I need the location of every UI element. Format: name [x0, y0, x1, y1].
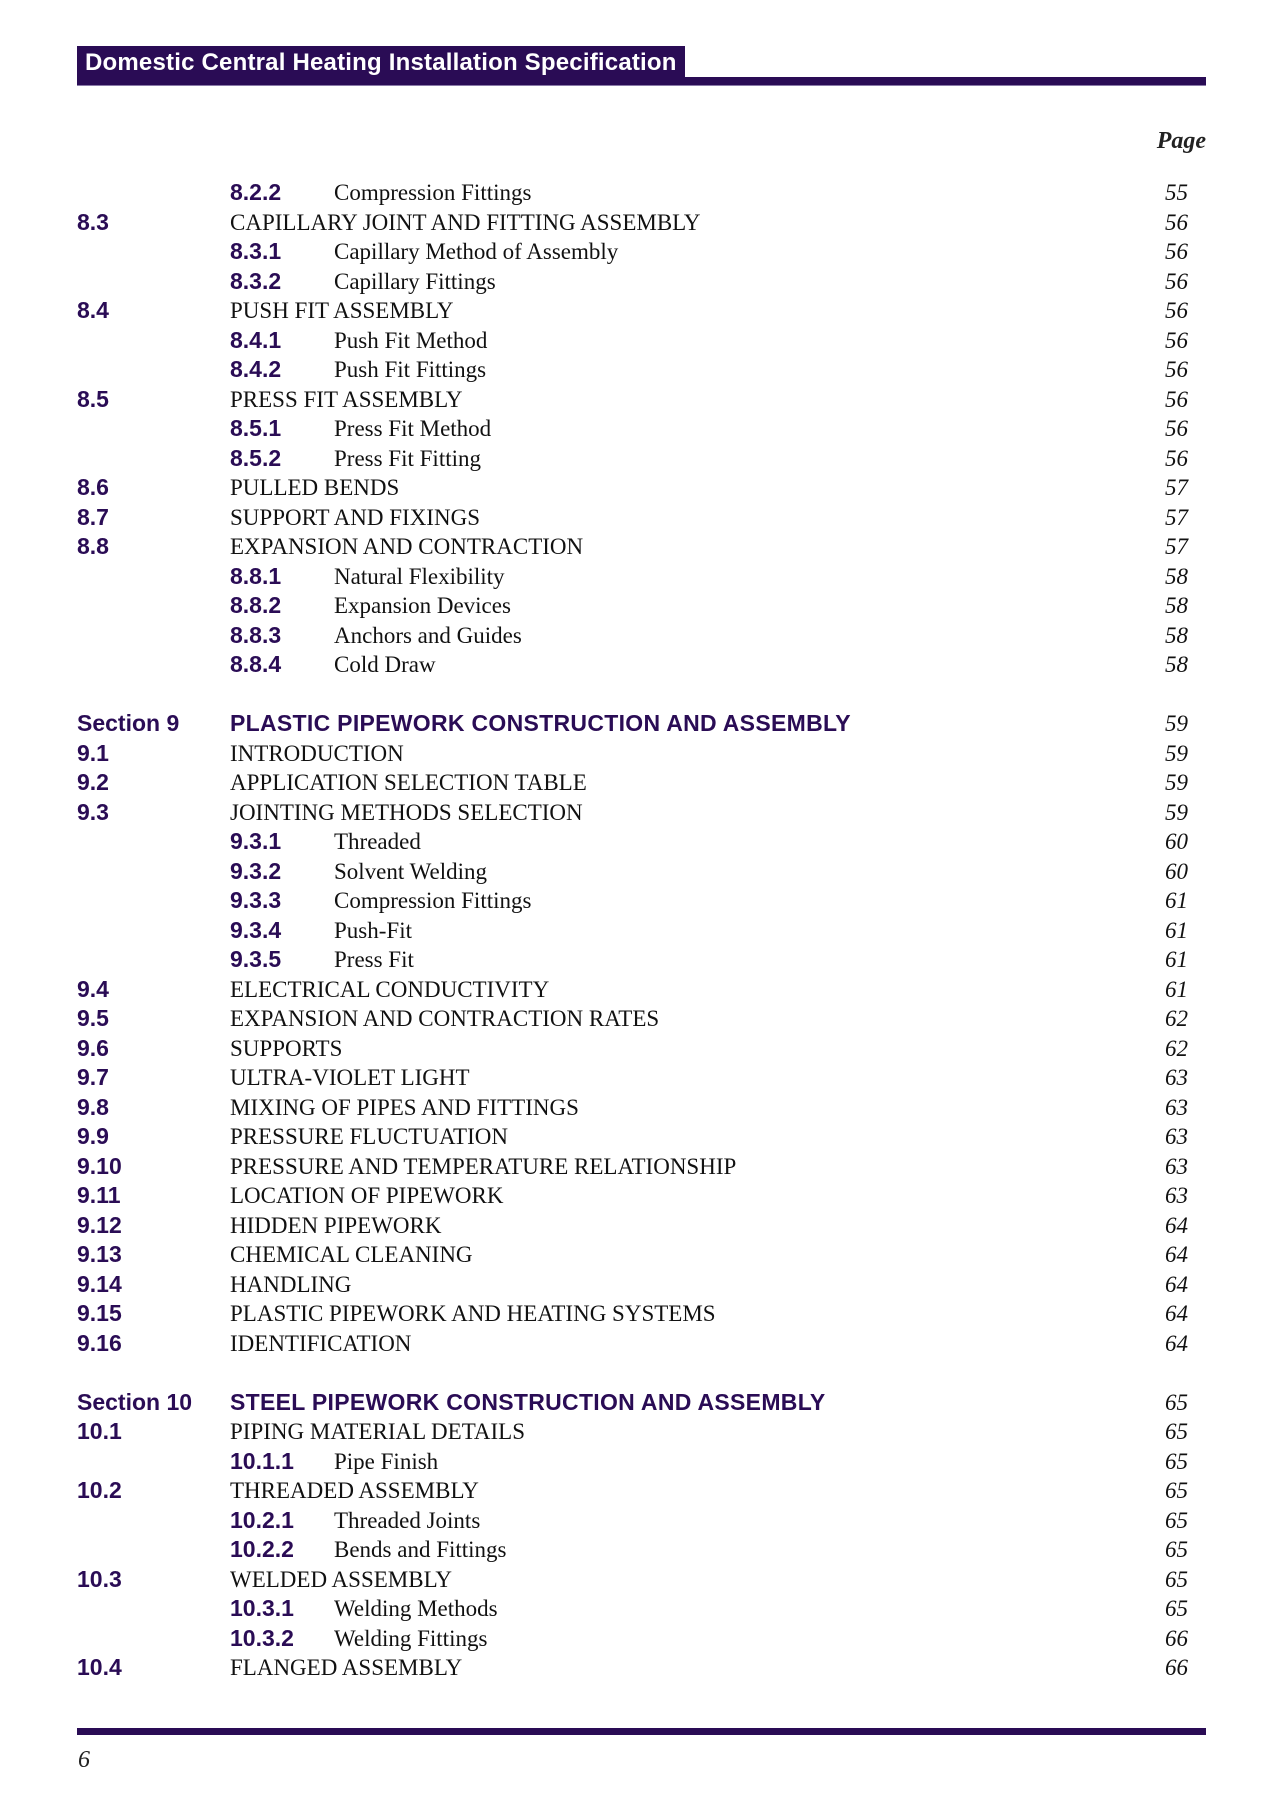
entry-page: 56 — [1165, 268, 1188, 294]
entry-page: 65 — [1165, 1507, 1188, 1533]
toc-entry[interactable] — [77, 768, 1188, 798]
entry-page: 56 — [1165, 298, 1188, 323]
entry-page: 56 — [1165, 209, 1188, 235]
page-header — [77, 46, 1206, 85]
entry-page: 60 — [1165, 858, 1188, 884]
entry-number: 8.4 — [77, 297, 109, 323]
entry-title: Anchors and Guides — [334, 622, 522, 648]
entry-page: 63 — [1165, 1124, 1188, 1149]
entry-title: PRESSURE FLUCTUATION — [230, 1124, 508, 1149]
toc-entry[interactable] — [77, 1506, 1188, 1536]
entry-number: 9.3.4 — [230, 916, 282, 943]
spacer — [77, 680, 1188, 710]
toc-entry[interactable] — [77, 886, 1188, 916]
entry-number: 8.4.1 — [230, 326, 282, 353]
entry-title: Compression Fittings — [334, 888, 532, 913]
entry-title: Threaded Joints — [334, 1507, 481, 1533]
entry-title: Pipe Finish — [334, 1448, 439, 1474]
spacer — [77, 1358, 1188, 1388]
toc-entry[interactable] — [77, 591, 1188, 621]
toc-section-heading[interactable] — [77, 709, 1188, 739]
toc-entry[interactable] — [77, 355, 1188, 385]
entry-page: 56 — [1165, 239, 1188, 264]
toc-entry[interactable] — [77, 473, 1188, 503]
entry-title: THREADED ASSEMBLY — [230, 1478, 479, 1503]
entry-number: 9.14 — [77, 1270, 122, 1297]
entry-title: Threaded — [334, 829, 421, 854]
entry-number: 8.8 — [77, 533, 109, 559]
entry-title: JOINTING METHODS SELECTION — [230, 799, 583, 825]
footer-rule — [77, 1728, 1206, 1735]
entry-page: 66 — [1165, 1625, 1188, 1651]
toc-entry[interactable] — [77, 1270, 1188, 1300]
entry-number: 10.3.1 — [230, 1595, 294, 1621]
entry-number: 9.6 — [77, 1034, 109, 1061]
toc-entry[interactable] — [77, 444, 1188, 474]
entry-title: Solvent Welding — [334, 858, 487, 884]
entry-page: 57 — [1165, 504, 1188, 530]
toc-entry[interactable] — [77, 916, 1188, 946]
toc-entry[interactable] — [77, 945, 1188, 975]
entry-title: ELECTRICAL CONDUCTIVITY — [230, 976, 550, 1002]
entry-page: 63 — [1165, 1065, 1188, 1090]
entry-number: 10.3.2 — [230, 1624, 294, 1651]
entry-title: Press Fit Fitting — [334, 445, 481, 471]
toc-entry[interactable] — [77, 532, 1188, 562]
entry-page: 56 — [1165, 357, 1188, 382]
entry-title: HIDDEN PIPEWORK — [230, 1212, 442, 1238]
entry-number: 9.3.2 — [230, 857, 282, 884]
entry-title: Push Fit Fittings — [334, 357, 487, 382]
entry-title: Bends and Fittings — [334, 1537, 507, 1562]
toc-entry[interactable] — [77, 1152, 1188, 1182]
toc-entry[interactable] — [77, 1417, 1188, 1447]
toc-entry[interactable] — [77, 267, 1188, 297]
document-title: Domestic Central Heating Installation Specification — [77, 46, 685, 80]
toc-entry[interactable] — [77, 503, 1188, 533]
entry-number: 8.8.3 — [230, 621, 282, 648]
entry-number: 8.8.2 — [230, 592, 282, 618]
entry-title: Welding Methods — [334, 1596, 498, 1621]
entry-page: 64 — [1165, 1242, 1188, 1267]
entry-number: 8.3 — [77, 208, 109, 235]
entry-number: 10.2.1 — [230, 1506, 294, 1533]
toc-entry[interactable] — [77, 621, 1188, 651]
entry-page: 60 — [1165, 829, 1188, 854]
entry-page: 61 — [1165, 917, 1188, 943]
entry-page: 62 — [1165, 1035, 1188, 1061]
entry-number: 8.3.2 — [230, 267, 282, 294]
entry-title: CHEMICAL CLEANING — [230, 1242, 473, 1267]
entry-title: Capillary Method of Assembly — [334, 239, 619, 264]
entry-title: CAPILLARY JOINT AND FITTING ASSEMBLY — [230, 209, 701, 235]
entry-number: 8.4.2 — [230, 356, 282, 382]
entry-page: 58 — [1165, 563, 1188, 589]
entry-title: Welding Fittings — [334, 1625, 488, 1651]
entry-number: 8.6 — [77, 474, 109, 500]
entry-title: SUPPORTS — [230, 1035, 343, 1061]
entry-page: 65 — [1165, 1566, 1188, 1592]
entry-number: 9.2 — [77, 769, 109, 795]
entry-number: 10.4 — [77, 1654, 122, 1680]
entry-page: 58 — [1165, 622, 1188, 648]
page-column-label: Page — [1156, 128, 1206, 154]
entry-title: PLASTIC PIPEWORK CONSTRUCTION AND ASSEMBLY — [230, 710, 851, 736]
entry-title: PULLED BENDS — [230, 475, 400, 500]
toc-entry[interactable] — [77, 739, 1188, 769]
entry-page: 65 — [1165, 1537, 1188, 1562]
entry-number: 9.3 — [77, 798, 109, 825]
entry-number: 9.8 — [77, 1093, 109, 1120]
entry-number: 9.5 — [77, 1005, 109, 1031]
entry-number: 8.5.1 — [230, 415, 282, 441]
toc-entry[interactable] — [77, 1624, 1188, 1654]
entry-number: 10.1.1 — [230, 1447, 294, 1474]
entry-title: Press Fit Method — [334, 416, 492, 441]
entry-number: 9.3.3 — [230, 887, 282, 913]
entry-page: 59 — [1165, 711, 1188, 736]
entry-title: Press Fit — [334, 947, 414, 972]
entry-page: 63 — [1165, 1183, 1188, 1208]
entry-number: 8.8.1 — [230, 562, 282, 589]
entry-title: SUPPORT AND FIXINGS — [230, 504, 480, 530]
toc-entry[interactable] — [77, 1476, 1188, 1506]
toc-entry[interactable] — [77, 1535, 1188, 1565]
entry-number: 9.13 — [77, 1241, 122, 1267]
entry-page: 65 — [1165, 1478, 1188, 1503]
entry-number: Section 9 — [77, 710, 180, 736]
entry-page: 64 — [1165, 1271, 1188, 1297]
entry-page: 64 — [1165, 1301, 1188, 1326]
entry-page: 59 — [1165, 740, 1188, 766]
entry-page: 66 — [1165, 1655, 1188, 1680]
entry-number: 10.3 — [77, 1565, 122, 1592]
entry-number: 9.4 — [77, 975, 109, 1002]
entry-title: LOCATION OF PIPEWORK — [230, 1183, 504, 1208]
toc-entry[interactable] — [77, 385, 1188, 415]
toc-entry[interactable] — [77, 857, 1188, 887]
toc-entry[interactable] — [77, 1653, 1188, 1683]
entry-number: Section 10 — [77, 1388, 193, 1415]
entry-number: 10.1 — [77, 1418, 122, 1444]
entry-page: 65 — [1165, 1596, 1188, 1621]
entry-title: EXPANSION AND CONTRACTION — [230, 534, 584, 559]
toc-entry[interactable] — [77, 1565, 1188, 1595]
toc-entry[interactable] — [77, 208, 1188, 238]
entry-page: 56 — [1165, 386, 1188, 412]
entry-number: 9.12 — [77, 1211, 122, 1238]
entry-page: 57 — [1165, 475, 1188, 500]
entry-title: EXPANSION AND CONTRACTION RATES — [230, 1006, 660, 1031]
entry-number: 9.9 — [77, 1123, 109, 1149]
toc-entry[interactable] — [77, 1299, 1188, 1329]
entry-page: 61 — [1165, 888, 1188, 913]
toc-entry[interactable] — [77, 1004, 1188, 1034]
toc-entry[interactable] — [77, 326, 1188, 356]
entry-page: 56 — [1165, 416, 1188, 441]
toc-entry[interactable] — [77, 975, 1188, 1005]
entry-number: 9.11 — [77, 1182, 121, 1208]
entry-page: 65 — [1165, 1389, 1188, 1415]
entry-title: PUSH FIT ASSEMBLY — [230, 298, 454, 323]
entry-page: 63 — [1165, 1153, 1188, 1179]
toc-entry[interactable] — [77, 1093, 1188, 1123]
entry-number: 9.16 — [77, 1329, 122, 1356]
entry-title: INTRODUCTION — [230, 740, 404, 766]
toc-entry[interactable] — [77, 1122, 1188, 1152]
entry-page: 65 — [1165, 1419, 1188, 1444]
toc-entry[interactable] — [77, 1034, 1188, 1064]
toc-entry[interactable] — [77, 237, 1188, 267]
entry-number: 9.3.1 — [230, 828, 282, 854]
entry-page: 58 — [1165, 652, 1188, 677]
entry-title: Push-Fit — [334, 917, 412, 943]
entry-title: PRESS FIT ASSEMBLY — [230, 386, 463, 412]
entry-number: 8.2.2 — [230, 179, 282, 205]
entry-page: 59 — [1165, 770, 1188, 795]
entry-title: ULTRA-VIOLET LIGHT — [230, 1065, 470, 1090]
entry-page: 61 — [1165, 976, 1188, 1002]
toc-entry[interactable] — [77, 827, 1188, 857]
entry-title: Cold Draw — [334, 652, 436, 677]
table-of-contents — [77, 178, 1188, 1683]
entry-title: MIXING OF PIPES AND FITTINGS — [230, 1094, 579, 1120]
entry-page: 58 — [1165, 593, 1188, 618]
entry-number: 9.10 — [77, 1152, 122, 1179]
entry-title: WELDED ASSEMBLY — [230, 1566, 452, 1592]
toc-section-heading[interactable] — [77, 1388, 1188, 1418]
toc-entry[interactable] — [77, 1240, 1188, 1270]
entry-page: 61 — [1165, 947, 1188, 972]
entry-page: 55 — [1165, 180, 1188, 205]
toc-entry[interactable] — [77, 1211, 1188, 1241]
entry-number: 9.1 — [77, 739, 109, 766]
entry-page: 64 — [1165, 1212, 1188, 1238]
entry-title: IDENTIFICATION — [230, 1330, 412, 1356]
page-number: 6 — [78, 1747, 90, 1773]
toc-entry[interactable] — [77, 414, 1188, 444]
entry-title: Natural Flexibility — [334, 563, 505, 589]
entry-number: 8.3.1 — [230, 238, 282, 264]
entry-number: 10.2.2 — [230, 1536, 294, 1562]
entry-title: PLASTIC PIPEWORK AND HEATING SYSTEMS — [230, 1301, 716, 1326]
toc-entry[interactable] — [77, 1594, 1188, 1624]
toc-entry[interactable] — [77, 178, 1188, 208]
toc-entry[interactable] — [77, 798, 1188, 828]
toc-entry[interactable] — [77, 650, 1188, 680]
entry-page: 56 — [1165, 445, 1188, 471]
entry-title: Expansion Devices — [334, 593, 511, 618]
entry-number: 9.15 — [77, 1300, 122, 1326]
entry-title: Compression Fittings — [334, 180, 532, 205]
toc-entry[interactable] — [77, 1329, 1188, 1359]
toc-entry[interactable] — [77, 296, 1188, 326]
entry-page: 59 — [1165, 799, 1188, 825]
entry-title: HANDLING — [230, 1271, 352, 1297]
entry-title: Push Fit Method — [334, 327, 488, 353]
entry-page: 65 — [1165, 1448, 1188, 1474]
entry-number: 9.7 — [77, 1064, 109, 1090]
entry-number: 8.5 — [77, 385, 109, 412]
entry-title: Capillary Fittings — [334, 268, 496, 294]
toc-entry[interactable] — [77, 1447, 1188, 1477]
entry-page: 63 — [1165, 1094, 1188, 1120]
entry-number: 10.2 — [77, 1477, 122, 1503]
toc-entry[interactable] — [77, 562, 1188, 592]
entry-title: PRESSURE AND TEMPERATURE RELATIONSHIP — [230, 1153, 737, 1179]
entry-title: STEEL PIPEWORK CONSTRUCTION AND ASSEMBLY — [230, 1388, 826, 1415]
entry-page: 56 — [1165, 327, 1188, 353]
entry-number: 9.3.5 — [230, 946, 282, 972]
entry-title: APPLICATION SELECTION TABLE — [230, 770, 587, 795]
entry-title: PIPING MATERIAL DETAILS — [230, 1419, 526, 1444]
entry-page: 62 — [1165, 1006, 1188, 1031]
entry-number: 8.8.4 — [230, 651, 282, 677]
entry-number: 8.7 — [77, 503, 109, 530]
toc-entry[interactable] — [77, 1181, 1188, 1211]
entry-page: 64 — [1165, 1330, 1188, 1356]
entry-number: 8.5.2 — [230, 444, 282, 471]
toc-entry[interactable] — [77, 1063, 1188, 1093]
entry-title: FLANGED ASSEMBLY — [230, 1655, 463, 1680]
entry-page: 57 — [1165, 534, 1188, 559]
